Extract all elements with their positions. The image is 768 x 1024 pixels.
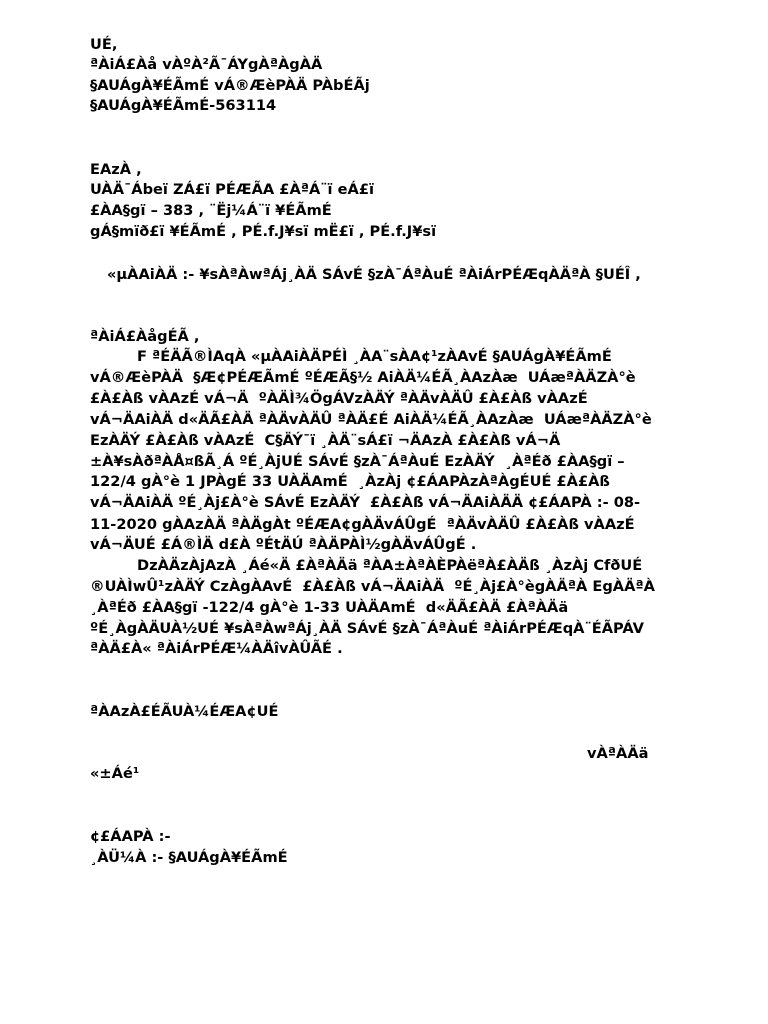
sender-line-4: §AUÁgÀ¥ÉÃmÉ-563114 <box>90 97 277 114</box>
sender-line-1: UÉ, <box>90 36 118 53</box>
body-line: vÁ¬ÄAiÀÄ ºÉ¸Àj£À°è SÁvÉ EzÀÄÝ £À£Àß vÁ¬ÄAiÀÄÄ ¢£ÁAPÀ :- 08- <box>90 494 641 511</box>
body-line: vÁ®ÆèPÀÄ §Æ¢PÉÆÃmÉ ºÉÆÃ§½ AiÀÄ¼ÉÃ¸ÀAzÀæ UÁæªÀÄZÀ°è <box>90 369 636 386</box>
body-line: ®UÀÌwÛ¹zÀÄÝ CzÀgÀAvÉ £À£Àß vÁ¬ÄAiÀÄ ºÉ¸Àj£À°ègÀÄªÀ EgÀÄªÀ <box>90 578 655 595</box>
body-line: 11-2020 gÀAzÀÄ ªÀÄgÀt ºÉÆA¢gÀÄvÁÛgÉ ªÀÄvÀÄÛ £À£Àß vÀAzÉ <box>90 516 635 533</box>
body-line: vÁ¬ÄUÉ £Á®ÌÄ d£À ºÉtÄÚ ªÀÄPÀÌ½gÀÄvÁÛgÉ . <box>90 536 477 553</box>
body-line: ±À¥sÀðªÀÅ¤ßÃ¸Á ºÉ¸ÀjUÉ SÁvÉ §zÀ¯ÁªÀuÉ EzÀÄÝ ¸ÀªÉð £ÀA§gï – <box>90 453 625 470</box>
body-line: F ªÉÄÃ®ÌAqÀ «µÀAiÀÄPÉÌ ¸ÀA¨sÀA¢¹zÀAvÉ §AUÁgÀ¥ÉÃmÉ <box>137 348 612 365</box>
place-label: ¸ÀÜ¼À :- §AUÁgÀ¥ÉÃmÉ <box>90 849 288 866</box>
sender-line-2: ªÀiÁ£Àå vÀºÀ²Ã¯ÁYgÀªÀgÀÄ <box>90 56 323 73</box>
sender-line-3: §AUÁgÀ¥ÉÃmÉ vÁ®ÆèPÀÄ PÀbÉÃj <box>90 77 370 94</box>
signature-name: vÀªÀÄä <box>587 745 649 762</box>
closing-line: ªÀAzÀ£ÉÃUÀ¼ÉÆA¢UÉ <box>90 703 279 720</box>
recipient-line-1: EAzÀ , <box>90 161 142 178</box>
body-line: ºÉ¸ÀgÀÄUÀ½UÉ ¥sÀªÀwªÁj¸ÀÄ SÁvÉ §zÀ¯ÁªÀuÉ ªÀiÁrPÉÆqÀ¨ÉÃPÁV <box>90 620 644 637</box>
body-line: vÁ¬ÄAiÀÄ d«ÄÃ£ÀÄ ªÀÄvÀÄÛ ªÀÄ£É AiÀÄ¼ÉÃ¸ÀAzÀæ UÁæªÀÄZÀ°è <box>90 411 652 428</box>
date-label: ¢£ÁAPÀ :- <box>90 828 171 845</box>
body-line: ªÀÄ£À« ªÀiÁrPÉÆ¼ÀÄîvÀÛÃÉ . <box>90 640 343 657</box>
subject-line: «µÀAiÀÄ :- ¥sÀªÀwªÁj¸ÀÄ SÁvÉ §zÀ¯ÁªÀuÉ ªÀiÁrPÉÆqÀÄªÀ §UÉÎ , <box>107 266 641 283</box>
body-line: EzÀÄÝ £À£Àß vÀAzÉ C§ÄÝ¯ï ¸ÀÄ¨sÁ£ï ¬ÄAzÀ £À£Àß vÁ¬Ä <box>90 432 561 449</box>
recipient-line-3: £ÀA§gï – 383 , ¨Ëj¼Á¨ï ¥ÉÃmÉ <box>90 202 332 219</box>
recipient-line-4: gÁ§mïð£ï ¥ÉÃmÉ , PÉ.f.J¥sï mË£ï , PÉ.f.J¥sï <box>90 223 437 240</box>
body-line: £À£Àß vÀAzÉ vÁ¬Ä ºÀÄÌ¾ÖgÁVzÀÄÝ ªÀÄvÀÄÛ £À£Àß vÀAzÉ <box>90 390 588 407</box>
salutation: ªÀiÁ£ÀågÉÃ , <box>90 328 200 345</box>
recipient-line-2: UÀÄ¯Ábeï ZÁ£ï PÉÆÃA £ÀªÁ¨ï eÁ£ï <box>90 181 374 198</box>
body-line: DzÀÄzÀjAzÀ ¸Áé«Ä £ÀªÀÄä ªÀA±ÀªÀÈPÀëªÀ£ÀÄß ¸ÀzÀj CfðUÉ <box>137 557 643 574</box>
signature-faithful: «±Áé¹ <box>90 765 140 782</box>
body-line: ¸ÀªÉð £ÀA§gï -122/4 gÀ°è 1-33 UÀÄAmÉ d«ÄÃ£ÀÄ £ÀªÀÄä <box>90 599 569 616</box>
body-line: 122/4 gÀ°è 1 JPÀgÉ 33 UÀÄAmÉ ¸ÀzÀj ¢£ÁAPÀzÀªÀgÉUÉ £À£Àß <box>90 473 610 490</box>
